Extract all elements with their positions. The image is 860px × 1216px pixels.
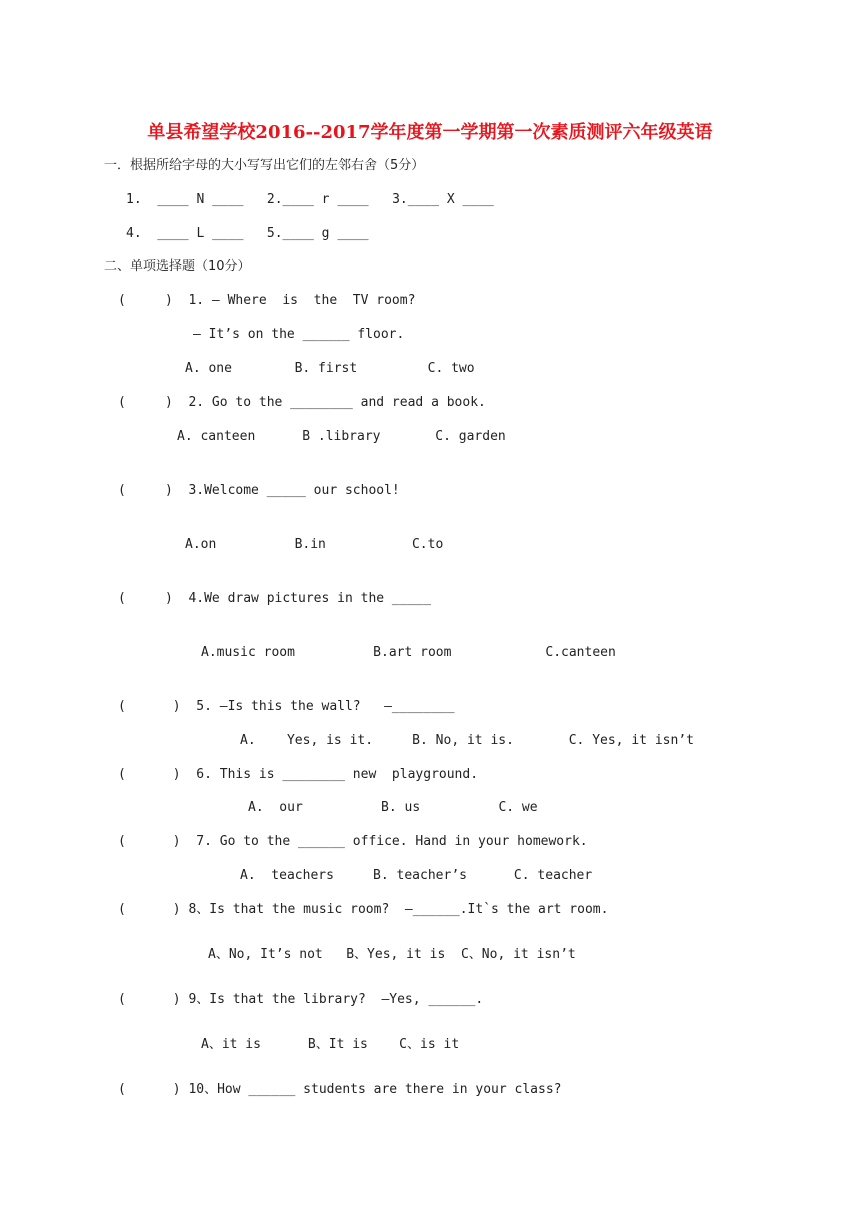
question-3-options: A.on B.in C.to [185, 537, 444, 552]
question-9-options: A、it is B、It is C、is it [201, 1037, 460, 1052]
question-8-stem: ( ) 8、Is that the music room? —______.It`s the art room. [118, 902, 609, 917]
question-6-stem: ( ) 6. This is ________ new playground. [118, 767, 479, 782]
question-2-options: A. canteen B .library C. garden [177, 429, 506, 444]
question-1-options: A. one B. first C. two [185, 361, 475, 376]
question-3-stem: ( ) 3.Welcome _____ our school! [118, 483, 400, 498]
question-2-stem: ( ) 2. Go to the ________ and read a book. [118, 395, 486, 410]
question-5-stem: ( ) 5. —Is this the wall? —________ [118, 699, 455, 714]
question-4-options: A.music room B.art room C.canteen [201, 645, 616, 660]
section1-heading: 一．根据所给字母的大小写写出它们的左邻右舍（5分） [104, 158, 425, 173]
question-5-options: A. Yes, is it. B. No, it is. C. Yes, it isn’t [240, 733, 694, 748]
question-7-stem: ( ) 7. Go to the ______ office. Hand in your homework. [118, 834, 588, 849]
question-6-options: A. our B. us C. we [248, 800, 538, 815]
letter-row-1: 1. ____ N ____ 2.____ r ____ 3.____ X ____ [126, 192, 494, 207]
question-1-stem-2: — It’s on the ______ floor. [193, 327, 405, 342]
question-9-stem: ( ) 9、Is that the library? —Yes, ______. [118, 992, 484, 1007]
letter-row-2: 4. ____ L ____ 5.____ g ____ [126, 226, 369, 241]
question-8-options: A、No, It’s not B、Yes, it is C、No, it isn’t [208, 947, 576, 962]
question-7-options: A. teachers B. teacher’s C. teacher [240, 868, 593, 883]
question-10-stem: ( ) 10、How ______ students are there in your class? [118, 1082, 562, 1097]
exam-title: 单县希望学校2016--2017学年度第一学期第一次素质测评六年级英语 [147, 122, 713, 143]
question-4-stem: ( ) 4.We draw pictures in the _____ [118, 591, 432, 606]
section2-heading: 二、单项选择题（10分） [104, 259, 251, 274]
question-1-stem: ( ) 1. — Where is the TV room? [118, 293, 416, 308]
